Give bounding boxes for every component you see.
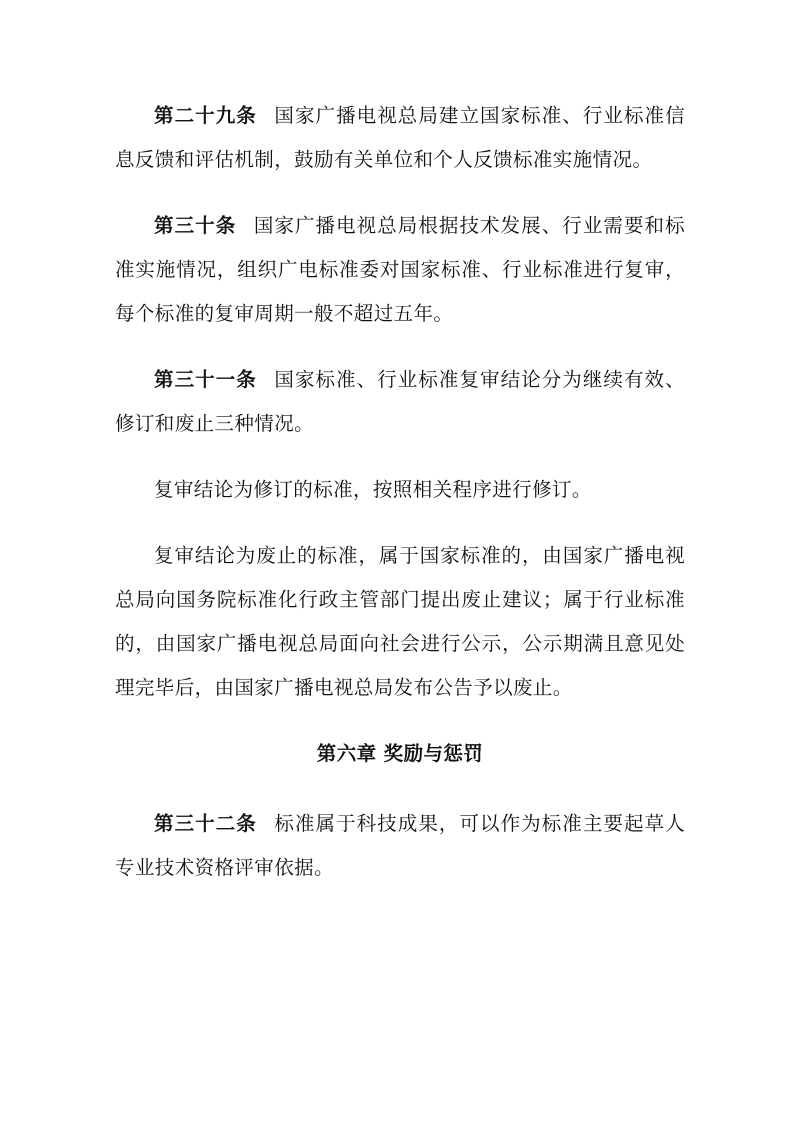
article-31-text: 国家标准、行业标准复审结论分为继续有效、修订和废止三种情况。 <box>115 368 685 435</box>
article-32-paragraph <box>115 802 685 890</box>
article-30-number: 第三十条 <box>154 214 237 237</box>
article-30-paragraph <box>115 204 685 336</box>
article-31-paragraph <box>115 358 685 446</box>
article-29-number: 第二十九条 <box>154 104 257 127</box>
chapter-heading: 第六章 奖励与惩罚 <box>316 742 484 765</box>
article-29-paragraph <box>115 94 685 182</box>
revision-text: 复审结论为修订的标准，按照相关程序进行修订。 <box>154 478 592 501</box>
document-body <box>115 94 685 912</box>
revision-paragraph <box>115 468 685 512</box>
article-29-text: 国家广播电视总局建立国家标准、行业标准信息反馈和评估机制，鼓励有关单位和个人反馈标准实施情况。 <box>115 104 685 171</box>
abolition-paragraph <box>115 534 685 710</box>
article-32-text: 标准属于科技成果，可以作为标准主要起草人专业技术资格评审依据。 <box>115 812 685 879</box>
article-31-number: 第三十一条 <box>154 368 257 391</box>
article-32-number: 第三十二条 <box>154 812 257 835</box>
abolition-text: 复审结论为废止的标准，属于国家标准的，由国家广播电视总局向国务院标准化行政主管部门提出废止建议；属于行业标准的，由国家广播电视总局面向社会进行公示，公示期满且意见处理完毕后，由国家广播电视总局发布公告予以废止。 <box>115 544 685 699</box>
article-30-text: 国家广播电视总局根据技术发展、行业需要和标准实施情况，组织广电标准委对国家标准、行业标准进行复审，每个标准的复审周期一般不超过五年。 <box>115 214 685 325</box>
